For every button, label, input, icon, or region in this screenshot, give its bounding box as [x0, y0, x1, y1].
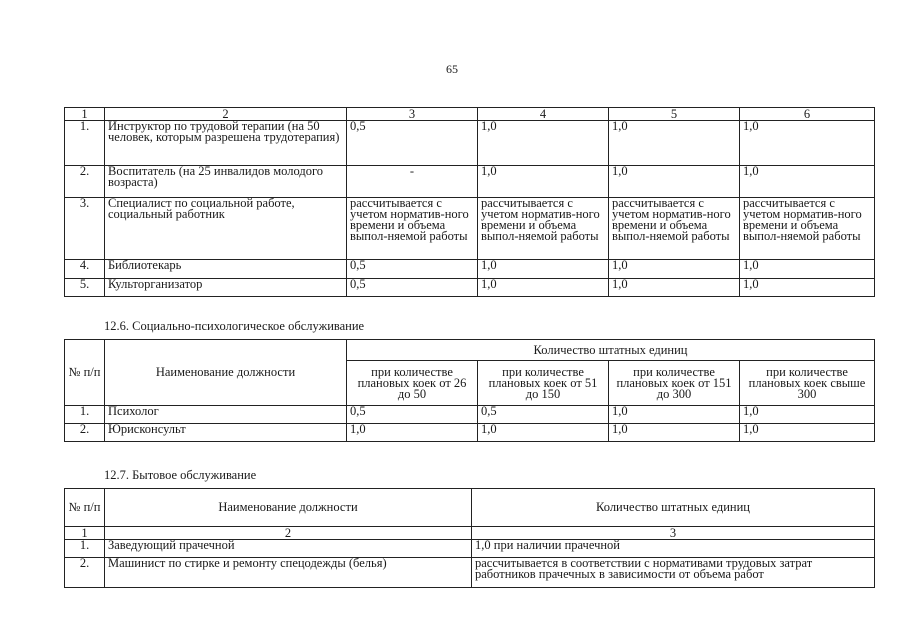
- row-number: 1.: [65, 540, 105, 558]
- staff-units: 1,0: [609, 279, 740, 297]
- staff-units: 1,0: [609, 260, 740, 279]
- table-row: [65, 279, 875, 297]
- position-name: Заведующий прачечной: [105, 540, 472, 558]
- table-row: [65, 121, 875, 166]
- position-name: Культорганизатор: [105, 279, 347, 297]
- staff-units: 1,0 при наличии прачечной: [472, 540, 875, 558]
- page-number: 65: [446, 62, 458, 76]
- column-index: 4: [478, 108, 609, 121]
- position-header: Наименование должности: [105, 340, 347, 406]
- row-number: 3.: [65, 198, 105, 260]
- table-row: [65, 406, 875, 424]
- table-row: [65, 260, 875, 279]
- column-index: 3: [472, 527, 875, 540]
- staffing-table-2: [64, 339, 875, 442]
- column-index: 6: [740, 108, 875, 121]
- column-header: при количестве плановых коек от 26 до 50: [347, 361, 478, 406]
- staff-units: рассчитывается с учетом норматив-ного времени и объема выпол-няемой работы: [347, 198, 478, 260]
- staff-units: 0,5: [347, 121, 478, 166]
- staff-units: рассчитывается с учетом норматив-ного времени и объема выпол-няемой работы: [609, 198, 740, 260]
- units-header: Количество штатных единиц: [347, 340, 875, 361]
- staff-units: рассчитывается с учетом норматив-ного времени и объема выпол-няемой работы: [740, 198, 875, 260]
- column-index: 2: [105, 108, 347, 121]
- number-header: № п/п: [65, 489, 105, 527]
- column-index: 1: [65, 108, 105, 121]
- table-row: [65, 540, 875, 558]
- row-number: 1.: [65, 121, 105, 166]
- column-index: 5: [609, 108, 740, 121]
- staff-units: 0,5: [347, 406, 478, 424]
- column-index: 2: [105, 527, 472, 540]
- staff-units: 1,0: [740, 406, 875, 424]
- staff-units: 1,0: [478, 166, 609, 198]
- table-row: [65, 424, 875, 442]
- staff-units: 1,0: [740, 121, 875, 166]
- units-header: Количество штатных единиц: [472, 489, 875, 527]
- staff-units: 0,5: [347, 279, 478, 297]
- staff-units: 1,0: [740, 279, 875, 297]
- column-header: при количестве плановых коек от 151 до 300: [609, 361, 740, 406]
- staff-units: 1,0: [609, 121, 740, 166]
- staff-units: 0,5: [347, 260, 478, 279]
- row-number: 2.: [65, 558, 105, 588]
- column-header: при количестве плановых коек от 51 до 150: [478, 361, 609, 406]
- position-name: Психолог: [105, 406, 347, 424]
- table-header-row: [65, 489, 875, 527]
- staff-units: 1,0: [478, 279, 609, 297]
- staff-units: 1,0: [478, 121, 609, 166]
- row-number: 2.: [65, 424, 105, 442]
- staff-units: 1,0: [347, 424, 478, 442]
- row-number: 2.: [65, 166, 105, 198]
- staff-units: рассчитывается с учетом норматив-ного времени и объема выпол-няемой работы: [478, 198, 609, 260]
- table-row: [65, 166, 875, 198]
- staff-units: 1,0: [740, 424, 875, 442]
- section-heading: 12.7. Бытовое обслуживание: [104, 468, 257, 482]
- position-name: Специалист по социальной работе, социальный работник: [105, 198, 347, 260]
- staff-units: 1,0: [609, 406, 740, 424]
- section-heading: 12.6. Социально-психологическое обслуживание: [104, 319, 365, 333]
- row-number: 1.: [65, 406, 105, 424]
- position-name: Библиотекарь: [105, 260, 347, 279]
- staff-units: 0,5: [478, 406, 609, 424]
- table-row: [65, 558, 875, 588]
- table-row: [65, 198, 875, 260]
- number-header: № п/п: [65, 340, 105, 406]
- staff-units: 1,0: [740, 260, 875, 279]
- staffing-table-1: [64, 107, 875, 297]
- staff-units: 1,0: [740, 166, 875, 198]
- position-name: Машинист по стирке и ремонту спецодежды (белья): [105, 558, 472, 588]
- staffing-table-3: [64, 488, 875, 588]
- staff-units: 1,0: [478, 260, 609, 279]
- row-number: 4.: [65, 260, 105, 279]
- table-header-row: [65, 340, 875, 361]
- staff-units: -: [347, 166, 478, 198]
- column-index: 1: [65, 527, 105, 540]
- position-name: Юрисконсульт: [105, 424, 347, 442]
- staff-units: 1,0: [478, 424, 609, 442]
- column-header: при количестве плановых коек свыше 300: [740, 361, 875, 406]
- position-name: Инструктор по трудовой терапии (на 50 человек, которым разрешена трудотерапия): [105, 121, 347, 166]
- staff-units: 1,0: [609, 166, 740, 198]
- column-index: 3: [347, 108, 478, 121]
- staff-units: рассчитывается в соответствии с нормативами трудовых затрат работников прачечных в зависимости от объема работ: [472, 558, 875, 588]
- position-header: Наименование должности: [105, 489, 472, 527]
- staff-units: 1,0: [609, 424, 740, 442]
- row-number: 5.: [65, 279, 105, 297]
- position-name: Воспитатель (на 25 инвалидов молодого возраста): [105, 166, 347, 198]
